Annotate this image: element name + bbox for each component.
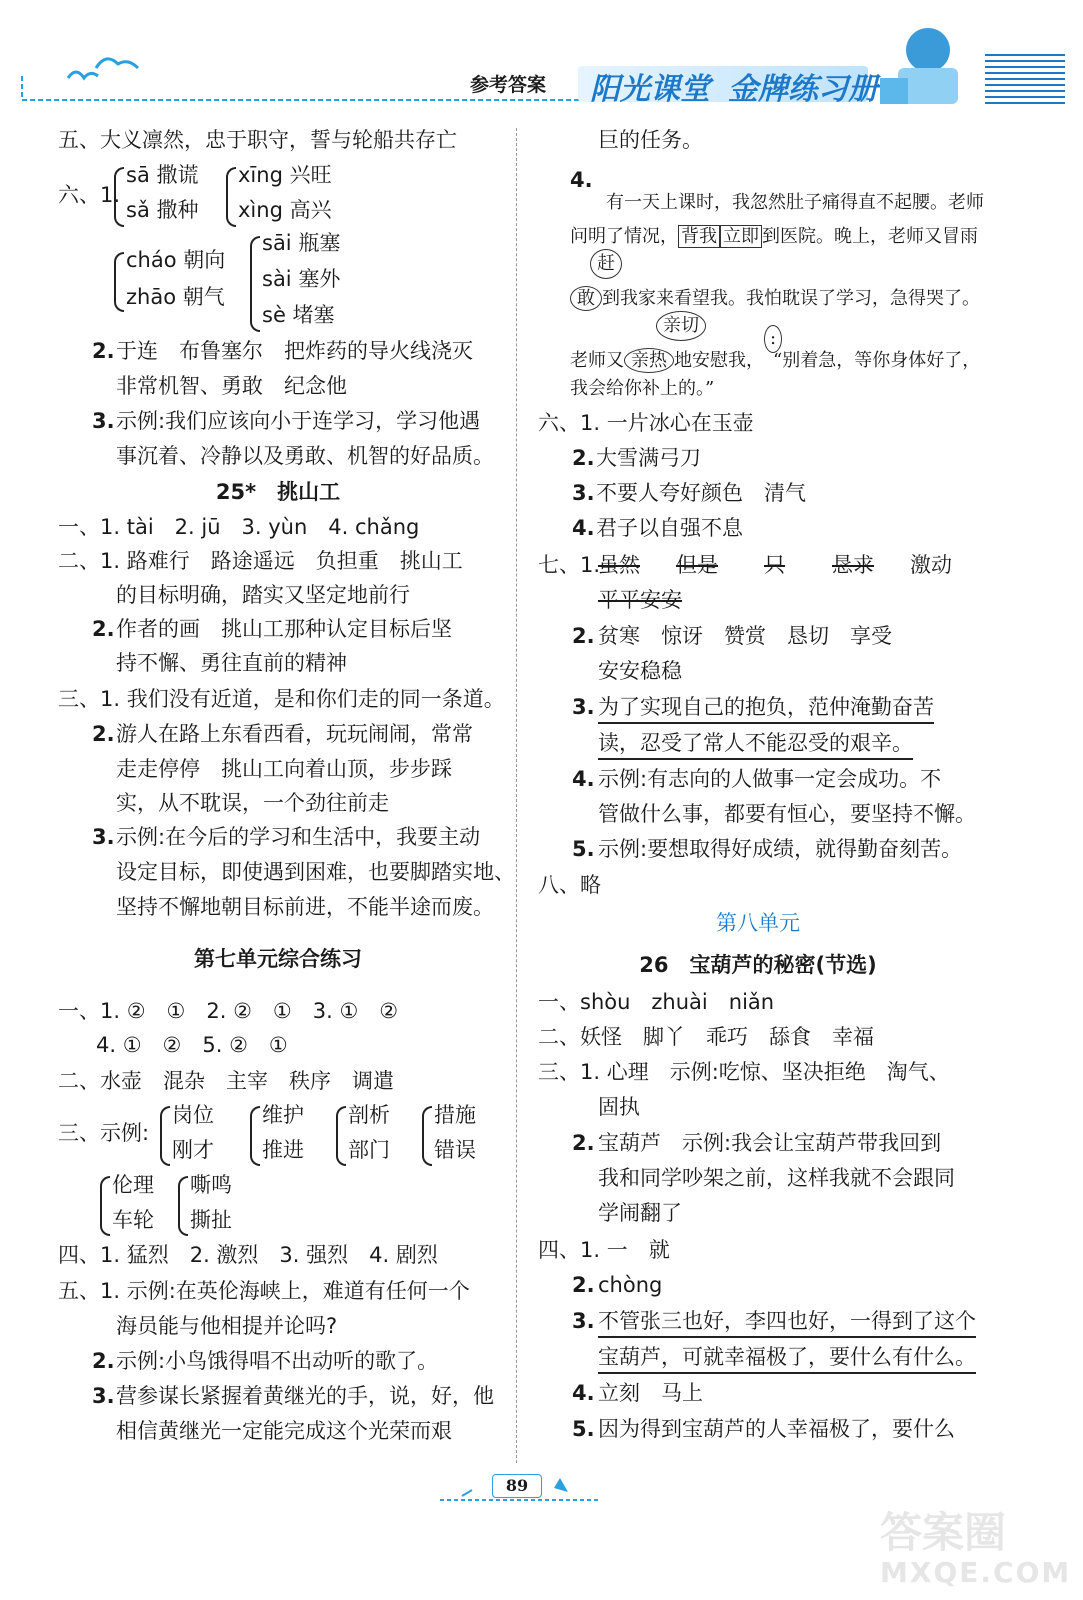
kid-reading-icon: [870, 20, 980, 110]
line: 三、1. 心理 示例:吃惊、坚决拒绝 淘气、: [538, 1060, 950, 1084]
watermark: 答案圈: [880, 1508, 1007, 1557]
word: 撕扯: [190, 1208, 232, 1232]
note-text: 地安慰我， “别着急，等你身体好了，: [674, 350, 981, 371]
line: 四、1. 猛烈 2. 激烈 3. 强烈 4. 剧烈: [58, 1243, 438, 1267]
line: 宝葫芦 示例:我会让宝葫芦带我回到: [598, 1131, 942, 1155]
word: 伦理: [112, 1173, 154, 1197]
line: 我和同学吵架之前，这样我就不会跟同: [598, 1166, 955, 1190]
brace: [114, 252, 124, 312]
line: 安安稳稳: [598, 659, 682, 683]
q-num: 2.: [572, 624, 595, 648]
brace: [250, 236, 260, 332]
pinwheel-icon: [554, 1478, 568, 1492]
underlined-line: 不管张三也好，李四也好，一得到了这个: [598, 1306, 976, 1338]
section-title: 第七单元综合练习: [194, 947, 362, 971]
line: 君子以自强不息: [596, 516, 743, 540]
note-line: 有一天上课时，我忽然肚子痛得直不起腰。老师: [606, 192, 984, 213]
q-num: 3.: [572, 695, 595, 719]
brace: [114, 167, 124, 227]
header-ref-label: 参考答案: [470, 74, 547, 96]
underlined-line: 为了实现自己的抱负，范仲淹勤奋苦: [598, 692, 934, 724]
q-num: 七、1.: [538, 553, 601, 577]
line: 4. ① ② 5. ② ①: [96, 1033, 288, 1057]
note-text: 到我家来看望我。我怕耽误了学习，急得哭了。: [602, 288, 980, 309]
note-text: 问明了情况，: [570, 226, 678, 247]
q-num: 2.: [92, 339, 115, 363]
bird-icon: [68, 72, 98, 78]
note-line: 我会给你补上的。”: [570, 378, 715, 399]
line: 坚持不懈地朝目标前进，不能半途而废。: [116, 895, 494, 919]
brace: [250, 1106, 260, 1166]
q-num: 5.: [572, 1417, 595, 1441]
header-stripes: [985, 54, 1065, 106]
pinyin: sā 撒谎: [126, 163, 199, 187]
line: 八、略: [538, 873, 601, 897]
note-line: [570, 224, 978, 250]
pinyin: sǎ 撒种: [126, 198, 199, 222]
line: 示例:我们应该向小于连学习，学习他遇: [116, 409, 481, 433]
word: 岗位: [172, 1103, 214, 1127]
pinyin: xìng 高兴: [238, 198, 332, 222]
pinyin: zhāo 朝气: [126, 285, 225, 309]
struck-word: 恳求: [832, 553, 874, 577]
line: 海员能与他相提并论吗?: [116, 1314, 338, 1338]
line: 示例:小鸟饿得唱不出动听的歌了。: [116, 1349, 439, 1373]
insert-colon: :: [764, 325, 782, 353]
word: 错误: [434, 1138, 476, 1162]
line: 示例:要想取得好成绩，就得勤奋刻苦。: [598, 837, 963, 861]
line: 巨的任务。: [598, 128, 703, 152]
line: 事沉着、冷静以及勇敢、机智的好品质。: [116, 444, 494, 468]
q-num: 2.: [572, 446, 595, 470]
insert-word: 亲切: [656, 311, 706, 341]
pinyin: sè 堵塞: [262, 303, 335, 327]
word: 措施: [434, 1103, 476, 1127]
line: 营参谋长紧握着黄继光的手，说，好，他: [116, 1384, 494, 1408]
line: 持不懈、勇往直前的精神: [116, 651, 347, 675]
watermark-url: MXQE.COM: [880, 1556, 1072, 1589]
line: 二、水壶 混杂 主宰 秩序 调遣: [58, 1069, 394, 1093]
insert-word: 赶: [590, 249, 622, 279]
note-line: [570, 348, 980, 374]
page-number: 89: [492, 1474, 542, 1498]
pinyin: xīng 兴旺: [238, 163, 332, 187]
word: 刚才: [172, 1138, 214, 1162]
brace: [178, 1176, 188, 1236]
label: 三、示例:: [58, 1121, 150, 1145]
struck-word: 但是: [676, 553, 718, 577]
line: 一、1. tài 2. jū 3. yùn 4. chǎng: [58, 515, 420, 539]
q-num: 3.: [92, 409, 115, 433]
word: 嘶鸣: [190, 1173, 232, 1197]
word: 推进: [262, 1138, 304, 1162]
line: 大雪满弓刀: [596, 446, 701, 470]
note-text: 到医院。晚上，老师又冒雨: [762, 226, 978, 247]
q-num: 4.: [570, 168, 593, 192]
line: 作者的画 挑山工那种认定目标后坚: [116, 617, 452, 641]
q-num: 4.: [572, 767, 595, 791]
q-num: 3.: [572, 1309, 595, 1333]
q-num: 2.: [92, 617, 115, 641]
line: 六、1. 一片冰心在玉壶: [538, 411, 754, 435]
line: 示例:在今后的学习和生活中，我要主动: [116, 825, 481, 849]
q-num: 2.: [92, 1349, 115, 1373]
line: 四、1. 一 就: [538, 1238, 670, 1262]
brace: [226, 167, 236, 227]
line: 相信黄继光一定能完成这个光荣而艰: [116, 1419, 452, 1443]
line: 二、妖怪 脚丫 乖巧 舔食 幸福: [538, 1025, 874, 1049]
brace: [160, 1106, 170, 1166]
struck-word: 只: [764, 553, 785, 577]
line: 一、1. ② ① 2. ② ① 3. ① ②: [58, 999, 399, 1023]
boxed-word: 立即: [720, 225, 762, 248]
header-brand-1: 阳光课堂: [590, 72, 710, 107]
q-num: 3.: [92, 825, 115, 849]
section-title: 25* 挑山工: [215, 480, 341, 504]
line: chòng: [598, 1273, 663, 1297]
section-title: 26 宝葫芦的秘密(节选): [639, 953, 877, 977]
line: 游人在路上东看西看，玩玩闹闹，常常: [116, 722, 473, 746]
underlined-line: 读，忍受了常人不能忍受的艰辛。: [598, 728, 913, 760]
q-num: 4.: [572, 516, 595, 540]
note-line: [570, 286, 980, 312]
word: 激动: [910, 553, 952, 577]
circled-word: 亲热: [624, 348, 674, 373]
line: 走走停停 挑山工向着山顶，步步踩: [116, 757, 452, 781]
bird-icon: [462, 1490, 472, 1496]
word: 剖析: [348, 1103, 390, 1127]
word: 车轮: [112, 1208, 154, 1232]
line: 固执: [598, 1095, 640, 1119]
header-brand-2: 金牌练习册: [728, 72, 878, 107]
q-num: 2.: [572, 1273, 595, 1297]
line: 五、大义凛然，忠于职守，誓与轮船共存亡: [58, 128, 457, 152]
line: 因为得到宝葫芦的人幸福极了，要什么: [598, 1417, 955, 1441]
circled-word: 敢: [570, 286, 602, 311]
word: 维护: [262, 1103, 304, 1127]
brace: [100, 1176, 110, 1236]
line: 非常机智、勇敢 纪念他: [116, 374, 347, 398]
column-divider: [516, 128, 517, 1463]
q-num: 2.: [572, 1131, 595, 1155]
line: 三、1. 我们没有近道，是和你们走的同一条道。: [58, 687, 505, 711]
q-num: 4.: [572, 1381, 595, 1405]
note-text: 老师又: [570, 350, 624, 371]
struck-word: 虽然: [598, 553, 640, 577]
line: 一、shòu zhuài niǎn: [538, 990, 775, 1014]
line: 于连 布鲁塞尔 把炸药的导火线浇灭: [116, 339, 473, 363]
q-num: 5.: [572, 837, 595, 861]
line: 示例:有志向的人做事一定会成功。不: [598, 767, 942, 791]
pinyin: sāi 瓶塞: [262, 231, 341, 255]
boxed-word: 背我: [678, 225, 720, 248]
q-num: 3.: [92, 1384, 115, 1408]
line: 不要人夸好颜色 清气: [596, 481, 806, 505]
underlined-line: 宝葫芦，可就幸福极了，要什么有什么。: [598, 1342, 976, 1374]
pinyin: sài 塞外: [262, 267, 341, 291]
bird-icon: [96, 59, 138, 68]
line: 贫寒 惊讶 赞赏 恳切 享受: [598, 624, 892, 648]
unit-title: 第八单元: [716, 911, 800, 935]
q-num: 六、1.: [58, 183, 121, 207]
brace: [422, 1106, 432, 1166]
pinyin: cháo 朝向: [126, 248, 226, 272]
line: 学闹翻了: [598, 1201, 682, 1225]
line: 立刻 马上: [598, 1381, 703, 1405]
line: 五、1. 示例:在英伦海峡上，难道有任何一个: [58, 1279, 470, 1303]
line: 二、1. 路难行 路途遥远 负担重 挑山工: [58, 549, 463, 573]
brace: [336, 1106, 346, 1166]
line: 的目标明确，踏实又坚定地前行: [116, 583, 410, 607]
line: 实，从不耽误，一个劲往前走: [116, 791, 389, 815]
word: 部门: [348, 1138, 390, 1162]
line: 设定目标，即使遇到困难，也要脚踏实地、: [116, 860, 515, 884]
q-num: 2.: [92, 722, 115, 746]
line: 管做什么事，都要有恒心，要坚持不懈。: [598, 802, 976, 826]
q-num: 3.: [572, 481, 595, 505]
line: 平平安安: [598, 588, 682, 612]
